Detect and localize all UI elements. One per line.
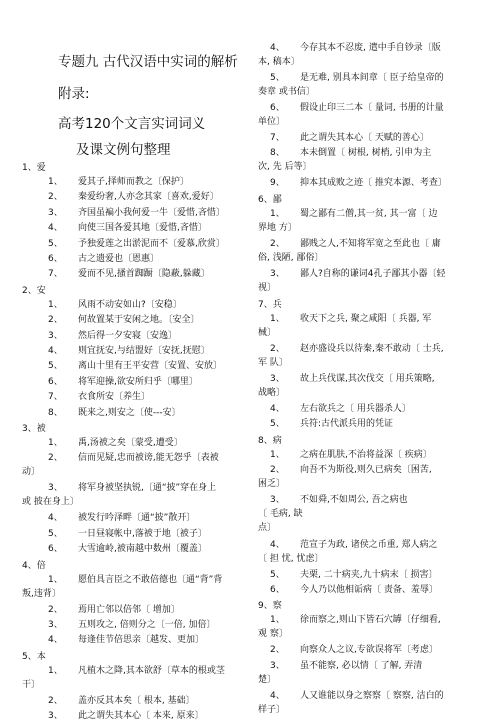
item-text: 本未倒置〔 树根, 树梢, 引申为主 <box>300 148 432 159</box>
section-heading: 1、爱 <box>22 163 46 173</box>
item-text: 将军迎操,欲安所归乎〔哪里〕 <box>78 376 198 387</box>
item-text-continued: 困乏〕 <box>258 479 286 489</box>
item-text-continued: 样子〕 <box>258 704 286 715</box>
item-text: 被发行吟泽畔〔通“披”散开〕 <box>78 513 196 524</box>
item-text: 爱而不见,搔首踟蹰〔隐蔽,躲藏〕 <box>78 269 210 280</box>
item-number: 7、 <box>270 133 285 143</box>
item-text-continued: 或 披在身上〕 <box>22 497 79 508</box>
item-number: 1、 <box>48 574 63 585</box>
item-number: 4、 <box>48 346 63 356</box>
item-text: 向使三国各爱其地〔爱惜,吝惜〕 <box>78 223 207 234</box>
item-number: 3、 <box>48 330 63 341</box>
item-text: 徐而察之,则山下皆石穴罅〔仔细看, <box>300 615 441 626</box>
item-number: 1、 <box>270 615 285 626</box>
appendix-heading: 附录: <box>58 86 90 102</box>
item-text: 夫栗, 二十病夹,九十病末〔 损害〕 <box>300 569 438 580</box>
item-text: 予独爱莲之出淤泥而不〔爱慕,欣赏〕 <box>78 238 225 249</box>
page-title: 专题九 古代汉语中实词的解析 <box>58 54 238 70</box>
item-text: 风雨不动安如山?〔安稳〕 <box>78 299 182 310</box>
item-number: 3、 <box>270 268 285 279</box>
item-text-continued: 观 察〕 <box>258 629 288 640</box>
item-number: 1、 <box>270 208 285 219</box>
item-text: 之病在肌肤,不治将益深〔 疾病〕 <box>300 449 432 460</box>
item-text-continued: 视〕 <box>258 282 277 293</box>
item-text: 人又谁能以身之察察〔 察察, 洁白的 <box>300 690 444 701</box>
item-text: 每逢佳节倍思亲〔越发、更加〕 <box>78 635 205 646</box>
item-text: 兵符:古代派兵用的凭证 <box>300 419 394 430</box>
subtitle-heading: 高考120个文言实词词义 <box>58 116 206 132</box>
item-text: 爱其子,择师而教之〔保护〕 <box>78 177 189 187</box>
item-text-continued: 〔 毛病, 缺 <box>258 509 303 519</box>
item-number: 1、 <box>48 177 63 187</box>
item-text: 此之谓失其本心〔 天赋的善心〕 <box>300 133 429 143</box>
subtitle-heading-2: 及课文例句整理 <box>76 142 171 158</box>
item-text: 鄙贱之人,不知将军宽之至此也〔 庸 <box>300 238 441 249</box>
item-text: 盖亦反其本矣〔 根本, 基础〕 <box>78 695 195 706</box>
item-number: 5、 <box>270 569 285 580</box>
item-text-continued: 动〕 <box>22 467 41 478</box>
item-text: 信而见疑,忠而被谤,能无怨乎〔表被 <box>78 453 219 464</box>
item-number: 3、 <box>48 620 63 630</box>
item-number: 5、 <box>48 238 63 249</box>
item-text: 此之谓失其本心〔 本来, 原来〕 <box>78 711 204 722</box>
item-text: 鄙人?自称的谦词4孔子鄙其小器〔轻 <box>300 268 446 279</box>
item-number: 3、 <box>48 711 63 722</box>
item-text: 今人乃以他相诟病〔 责备、羞辱〕 <box>300 585 438 595</box>
item-number: 1、 <box>48 299 63 310</box>
item-number: 7、 <box>48 269 63 280</box>
item-text: 既来之,则安之〔使---安〕 <box>78 407 181 418</box>
item-text: 何故置某于安闲之地。〔安全〕 <box>78 315 200 326</box>
item-text-continued: 奏章 或书信〕 <box>258 87 315 97</box>
item-text-continued: 单位〕 <box>258 117 286 127</box>
item-text: 虽不能察, 必以情〔 了解, 弄清 <box>300 660 423 671</box>
item-number: 5、 <box>270 419 285 430</box>
item-text: 今存其本不忍废, 遣中手自钞录〔版 <box>300 43 441 53</box>
item-number: 5、 <box>48 361 63 372</box>
item-number: 7、 <box>48 392 63 403</box>
section-heading: 6、鄙 <box>258 194 282 205</box>
item-text-continued: 干〕 <box>22 679 41 690</box>
item-text: 向察众人之议,专欲误将军〔考虑〕 <box>300 645 438 656</box>
item-text: 收天下之兵, 聚之咸阳〔 兵器, 军 <box>300 313 432 324</box>
item-text: 是无难, 别具本间章〔 臣子给皇帝的 <box>300 73 444 83</box>
item-number: 4、 <box>48 635 63 646</box>
item-number: 2、 <box>48 695 63 706</box>
item-text: 大雪逾岭,被南越中数州〔覆盖〕 <box>78 544 207 555</box>
item-text-continued: 俗, 浅陋, 鄙俗〕 <box>258 252 324 263</box>
item-number: 9、 <box>270 178 285 189</box>
item-text: 抑本其成败之迹〔 推究本源、考查〕 <box>300 178 447 189</box>
item-number: 8、 <box>270 148 285 159</box>
item-number: 6、 <box>48 254 63 264</box>
item-text-continued: 械〕 <box>258 327 277 338</box>
item-text: 一日昼寝帐中,落被于地〔被子〕 <box>78 528 207 539</box>
item-text: 不如舜,不如周公, 吾之病也 <box>300 495 408 505</box>
item-text: 则宜抚安,与结盟好〔安抚,抚慰〕 <box>78 346 210 356</box>
item-text-continued: 军 队〕 <box>258 357 288 368</box>
item-text: 故上兵伐谋,其次伐交〔 用兵策略, <box>300 373 435 384</box>
item-number: 8、 <box>48 407 63 418</box>
item-number: 3、 <box>48 207 63 218</box>
item-number: 2、 <box>270 645 285 656</box>
item-number: 4、 <box>48 223 63 234</box>
item-text: 古之遗爱也〔恩惠〕 <box>78 254 160 264</box>
item-number: 2、 <box>270 343 285 354</box>
item-text: 五则攻之, 倍则分之〔一倍, 加倍〕 <box>78 620 216 630</box>
section-heading: 7、兵 <box>258 299 282 310</box>
item-number: 2、 <box>270 465 285 475</box>
item-text: 离山十里有王平安营〔安置、安放〕 <box>78 361 223 372</box>
item-number: 5、 <box>270 73 285 83</box>
item-text-continued: 界地 方〕 <box>258 222 297 233</box>
item-text: 愿伯具言臣之不敢倍德也〔通“背”背 <box>78 574 223 585</box>
item-number: 1、 <box>270 449 285 460</box>
item-number: 1、 <box>48 665 63 676</box>
item-text: 焉用亡邻以倍邻〔 增加〕 <box>78 604 180 615</box>
item-text: 衣食所安〔养生〕 <box>78 392 151 403</box>
item-number: 3、 <box>48 483 63 494</box>
item-text: 齐国虽褊小我何爱一牛〔爱惜,吝惜〕 <box>78 207 225 218</box>
item-text: 禹,汤被之矣〔蒙受,遭受〕 <box>78 438 183 448</box>
item-number: 1、 <box>270 313 285 324</box>
item-text: 然后得一夕安寝〔安逸〕 <box>78 330 178 341</box>
section-heading: 2、安 <box>22 285 46 296</box>
item-number: 2、 <box>48 192 63 203</box>
item-number: 4、 <box>270 690 285 701</box>
item-text: 将军身被坚执锐,〔通“披”穿在身上 <box>78 483 217 494</box>
section-heading: 8、病 <box>258 435 282 446</box>
item-text: 蜀之鄙有二僧,其一贫, 其一富〔 边 <box>300 208 438 219</box>
item-text: 向吾不为斯役,则久已病矣〔困苦, <box>300 465 432 475</box>
item-text: 假设止印三二本〔 量词, 书册的计量 <box>300 103 444 113</box>
item-text-continued: 〔 担 忧, 忧虑〕 <box>258 553 324 564</box>
section-heading: 9、察 <box>258 601 282 612</box>
item-number: 6、 <box>270 585 285 595</box>
item-number: 1、 <box>48 438 63 448</box>
item-number: 6、 <box>48 376 63 387</box>
item-text-continued: 本, 稿本〕 <box>258 57 300 67</box>
item-text: 赵亦盛设兵以待秦,秦不敢动〔 士兵, <box>300 343 444 354</box>
section-heading: 5、本 <box>22 651 46 662</box>
item-number: 4、 <box>48 513 63 524</box>
item-number: 6、 <box>48 544 63 555</box>
item-text-continued: 楚〕 <box>258 674 277 685</box>
item-text-continued: 叛,违背〕 <box>22 588 61 599</box>
item-text: 左右欲兵之〔 用兵器杀人〕 <box>300 403 411 414</box>
item-number: 2、 <box>48 315 63 326</box>
item-number: 5、 <box>48 528 63 539</box>
item-text: 范宣子为政, 诸侯之币重, 郑人病之 <box>300 539 438 550</box>
item-text-continued: 战略〕 <box>258 387 286 398</box>
item-number: 3、 <box>270 660 285 671</box>
item-number: 4、 <box>270 43 285 53</box>
item-text: 秦爱纷奢,人亦念其家〔喜欢,爱好〕 <box>78 192 219 203</box>
item-number: 4、 <box>270 403 285 414</box>
item-number: 2、 <box>48 453 63 464</box>
item-number: 6、 <box>270 103 285 113</box>
item-number: 3、 <box>270 373 285 384</box>
item-number: 4、 <box>270 539 285 550</box>
section-heading: 3、被 <box>22 424 46 434</box>
item-text: 凡植木之降,其本欲舒〔草本的根或茎 <box>78 665 225 676</box>
item-number: 3、 <box>270 495 285 505</box>
item-number: 2、 <box>270 238 285 249</box>
item-number: 2、 <box>48 604 63 615</box>
section-heading: 4、倍 <box>22 560 46 571</box>
item-text-continued: 次, 先 后等〕 <box>258 162 312 173</box>
item-text-continued: 点〕 <box>258 523 277 533</box>
